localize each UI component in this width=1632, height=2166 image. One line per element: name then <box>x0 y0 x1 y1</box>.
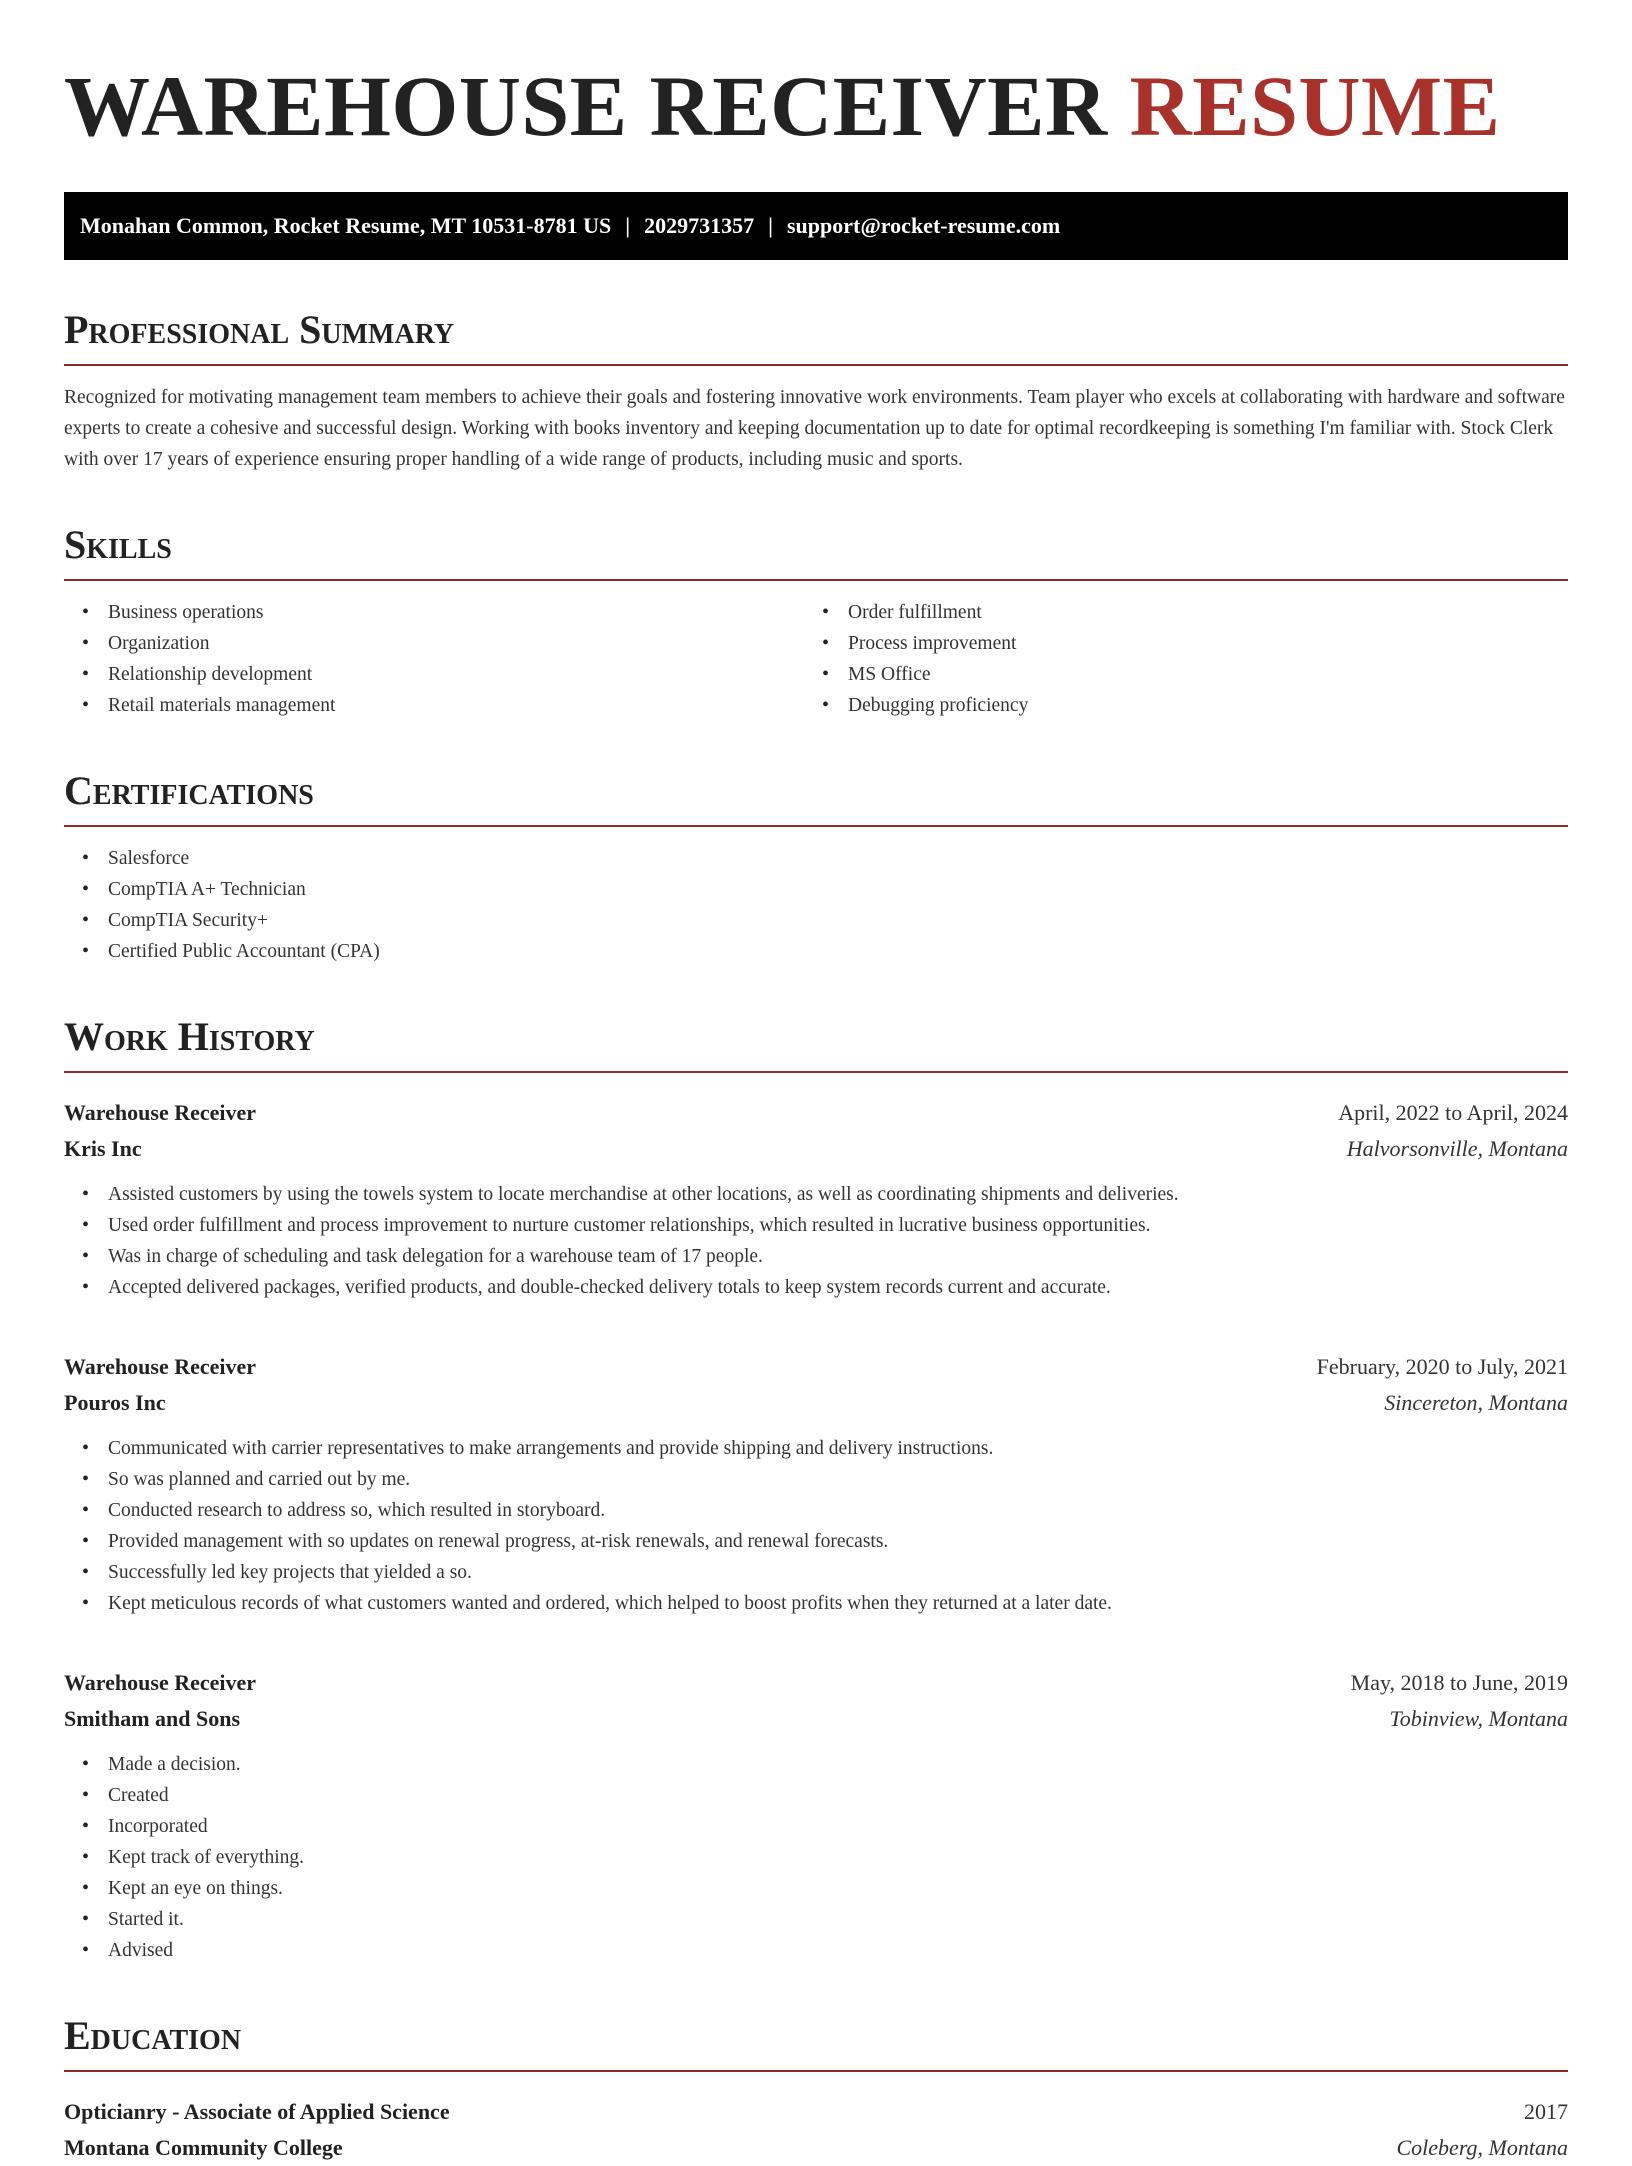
job-role: Warehouse Receiver <box>64 1670 257 1695</box>
job-role: Warehouse Receiver <box>64 1354 257 1379</box>
job-header-row <box>64 1665 1568 1701</box>
contact-email: support@rocket-resume.com <box>786 213 1061 238</box>
skill-item: • MS Office <box>804 659 1544 690</box>
education-degree: Opticianry - Associate of Applied Science <box>64 2099 450 2124</box>
summary-heading: Professional Summary <box>64 306 1568 366</box>
job-duty: • Incorporated <box>64 1811 1568 1842</box>
contact-bar <box>64 192 1568 260</box>
resume-title <box>64 56 1568 156</box>
job-entry <box>64 1665 1568 1966</box>
skill-item: • Process improvement <box>804 628 1544 659</box>
job-company-row <box>64 1385 1568 1421</box>
education-school-row <box>64 2130 1568 2166</box>
skill-item: • Business operations <box>64 597 804 628</box>
certification-item: • CompTIA A+ Technician <box>64 874 1568 905</box>
skill-item: • Order fulfillment <box>804 597 1544 628</box>
certification-item: • CompTIA Security+ <box>64 905 1568 936</box>
skill-item: • Debugging proficiency <box>804 690 1544 721</box>
skills-list-right <box>804 597 1544 721</box>
summary-text: Recognized for motivating management team members to achieve their goals and fostering innovative work environments. Team player who excels at collaborating with hardware and software experts to create a cohesive and successful design. Working with books inventory and keeping documentation up to date for optimal recordkeeping is something I'm familiar with. Stock Clerk with over 17 years of experience ensuring proper handling of a wide range of products, including music and sports. <box>64 387 1565 470</box>
title-accent: RESUME <box>1129 58 1501 154</box>
job-company: Smitham and Sons <box>64 1706 241 1731</box>
skills-section <box>64 521 1568 721</box>
job-dates: February, 2020 to July, 2021 <box>1316 1354 1568 1379</box>
education-school: Montana Community College <box>64 2135 343 2160</box>
education-year: 2017 <box>1524 2099 1568 2124</box>
job-entry <box>64 1095 1568 1303</box>
job-duty: • Started it. <box>64 1904 1568 1935</box>
education-heading: Education <box>64 2012 1568 2072</box>
skill-item: • Organization <box>64 628 804 659</box>
education-section <box>64 2012 1568 2166</box>
job-duty: • Successfully led key projects that yielded a so. <box>64 1557 1568 1588</box>
job-dates: May, 2018 to June, 2019 <box>1350 1670 1568 1695</box>
job-duties-list <box>64 1179 1568 1303</box>
certifications-section <box>64 767 1568 967</box>
job-duties-list <box>64 1433 1568 1619</box>
contact-separator: | <box>625 213 631 238</box>
skill-item: • Relationship development <box>64 659 804 690</box>
education-degree-row <box>64 2094 1568 2130</box>
job-duty: • Kept an eye on things. <box>64 1873 1568 1904</box>
title-main: WAREHOUSE RECEIVER <box>64 58 1108 154</box>
contact-separator: | <box>768 213 773 238</box>
job-duty: • Provided management with so updates on renewal progress, at-risk renewals, and renewal forecasts. <box>64 1526 1568 1557</box>
job-company-row <box>64 1131 1568 1167</box>
summary-section <box>64 306 1568 475</box>
job-header-row <box>64 1095 1568 1131</box>
job-location: Sincereton, Montana <box>1384 1390 1568 1415</box>
job-duty: • Was in charge of scheduling and task delegation for a warehouse team of 17 people. <box>64 1241 1568 1272</box>
certifications-list <box>64 843 1568 967</box>
certification-item: • Certified Public Accountant (CPA) <box>64 936 1568 967</box>
job-location: Halvorsonville, Montana <box>1346 1136 1568 1161</box>
job-duty: • Assisted customers by using the towels system to locate merchandise at other locations, as well as coordinating shipments and deliveries. <box>64 1179 1568 1210</box>
job-company: Kris Inc <box>64 1136 142 1161</box>
job-duty: • Made a decision. <box>64 1749 1568 1780</box>
contact-address: Monahan Common, Rocket Resume, MT 10531-8781 US <box>80 213 612 238</box>
education-entry <box>64 2094 1568 2166</box>
job-entry <box>64 1349 1568 1619</box>
job-duties-list <box>64 1749 1568 1966</box>
work-history-section <box>64 1013 1568 1966</box>
skills-heading: Skills <box>64 521 1568 581</box>
job-company-row <box>64 1701 1568 1737</box>
job-duty: • Used order fulfillment and process improvement to nurture customer relationships, which resulted in lucrative business opportunities. <box>64 1210 1568 1241</box>
contact-phone: 2029731357 <box>644 213 755 238</box>
job-duty: • Conducted research to address so, which resulted in storyboard. <box>64 1495 1568 1526</box>
job-location: Tobinview, Montana <box>1389 1706 1568 1731</box>
certifications-heading: Certifications <box>64 767 1568 827</box>
job-duty: • Accepted delivered packages, verified products, and double-checked delivery totals to keep system records current and accurate. <box>64 1272 1568 1303</box>
work-history-heading: Work History <box>64 1013 1568 1073</box>
job-duty: • Kept meticulous records of what customers wanted and ordered, which helped to boost profits when they returned at a later date. <box>64 1588 1568 1619</box>
job-duty: • Advised <box>64 1935 1568 1966</box>
skill-item: • Retail materials management <box>64 690 804 721</box>
job-dates: April, 2022 to April, 2024 <box>1338 1100 1568 1125</box>
certification-item: • Salesforce <box>64 843 1568 874</box>
job-duty: • So was planned and carried out by me. <box>64 1464 1568 1495</box>
skills-grid <box>64 597 1568 721</box>
job-duty: • Communicated with carrier representatives to make arrangements and provide shipping and delivery instructions. <box>64 1433 1568 1464</box>
skills-list-left <box>64 597 804 721</box>
job-header-row <box>64 1349 1568 1385</box>
job-duty: • Kept track of everything. <box>64 1842 1568 1873</box>
job-company: Pouros Inc <box>64 1390 166 1415</box>
job-duty: • Created <box>64 1780 1568 1811</box>
education-location: Coleberg, Montana <box>1396 2135 1568 2160</box>
job-role: Warehouse Receiver <box>64 1100 257 1125</box>
